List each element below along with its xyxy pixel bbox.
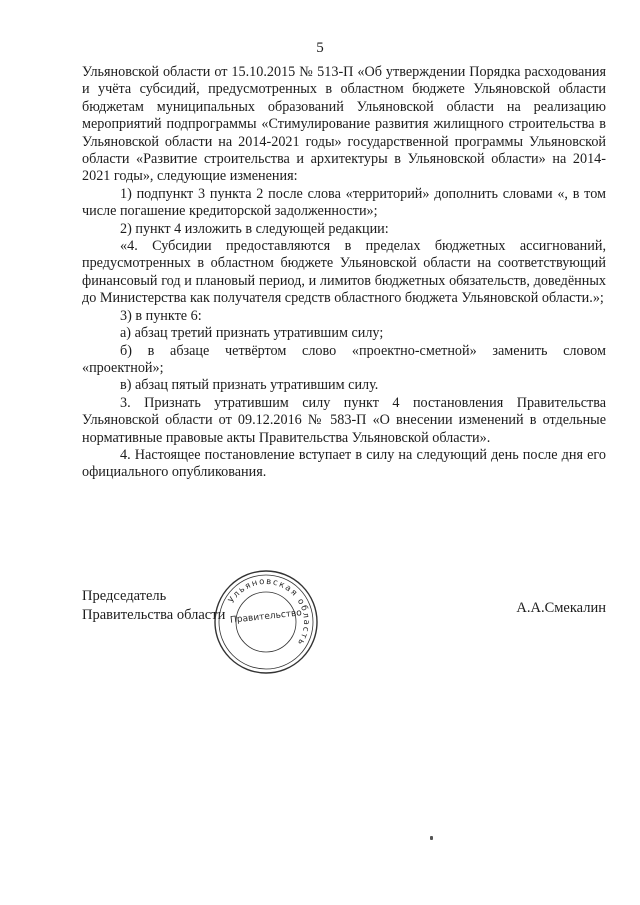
scan-speck <box>430 836 433 840</box>
paragraph-intro: Ульяновской области от 15.10.2015 № 513-П «Об утверждении Порядка расходования и учёта субсидий, предусмотренных в областном бюджете Ульяновской области бюджетам муниципальных образований Ульяновской области на реализацию мероприятий подпрограммы «Стимулирование развития жилищного строительства в Ульяновской области на 2014-2021 годы» государственной программы Ульяновской области «Развитие строительства и архитектуры в Ульяновской области» на 2014-2021 годы», следующие изменения: <box>82 64 606 185</box>
stamp-ring-text: Ульяновская область <box>226 576 312 648</box>
paragraph-quoted-item-4: «4. Субсидии предоставляются в пределах бюджетных ассигнований, предусмотренных в областном бюджете Ульяновской области на соответствующий финансовый год и плановый период, и лимитов бюджетных обязательств, доведённых до Министерства как получателя средств областного бюджета Ульяновской области.»; <box>82 238 606 307</box>
stamp-center-text: Правительство <box>229 608 303 626</box>
paragraph-subitem-v: в) абзац пятый признать утратившим силу. <box>120 377 379 394</box>
signatory-title <box>82 587 225 625</box>
paragraph-item-2: 2) пункт 4 изложить в следующей редакции: <box>120 220 389 237</box>
signatory-name: А.А.Смекалин <box>516 600 606 616</box>
signatory-title-line-1: Председатель <box>82 588 167 604</box>
paragraph-point-3: 3. Признать утратившим силу пункт 4 постановления Правительства Ульяновской области от 09.12.2016 № 583-П «О внесении изменений в отдельные нормативные правовые акты Правительства Ульяновской области». <box>82 394 606 446</box>
paragraph-subitem-b: б) в абзаце четвёртом слово «проектно-сметной» заменить словом «проектной»; <box>82 342 606 376</box>
paragraph-item-1: 1) подпункт 3 пункта 2 после слова «территорий» дополнить словами «, в том числе погашение кредиторской задолженности»; <box>82 185 606 220</box>
signatory-title-line-2: Правительства области <box>82 607 226 623</box>
page-number: 5 <box>316 40 324 56</box>
paragraph-item-3: 3) в пункте 6: <box>120 307 202 324</box>
paragraph-point-4: 4. Настоящее постановление вступает в силу на следующий день после дня его официального опубликования. <box>82 446 606 481</box>
document-body <box>82 64 606 482</box>
paragraph-subitem-a: а) абзац третий признать утратившим силу; <box>120 325 384 342</box>
